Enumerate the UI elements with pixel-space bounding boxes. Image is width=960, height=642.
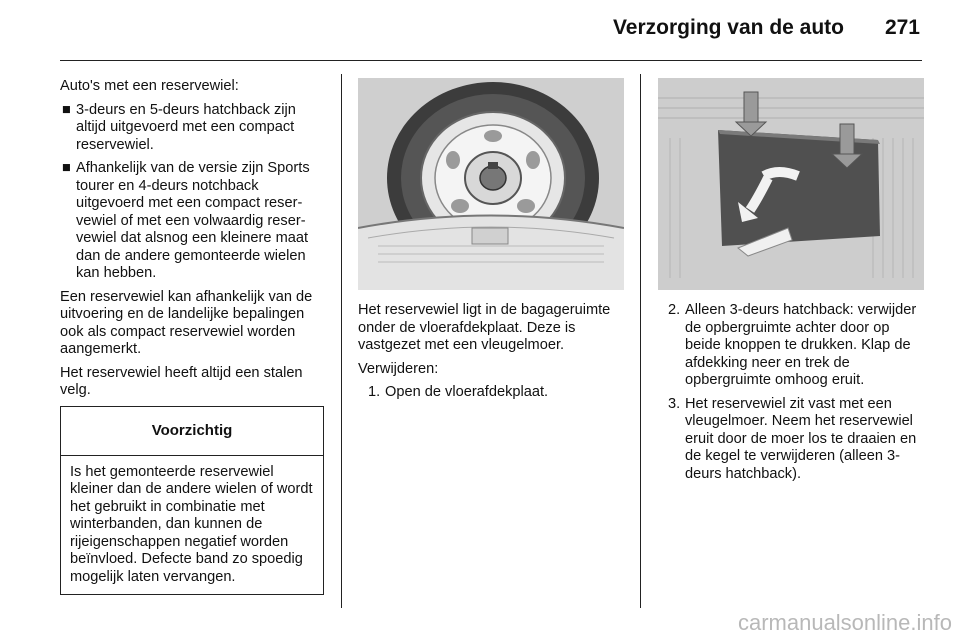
step-item (658, 302, 924, 390)
caution-title: Voorzichtig (61, 407, 323, 456)
column-2 (358, 78, 624, 408)
bullet-item (60, 102, 326, 155)
paragraph: Het reservewiel ligt in de bagageruimte onder de vloerafdekplaat. Deze is vastgezet met een vleugelmoer. (358, 302, 611, 353)
intro-text: Auto's met een reservewiel: (60, 78, 239, 94)
page-number: 271 (884, 16, 920, 39)
header-title: Verzorging van de auto (612, 16, 844, 39)
step-number: 3. (668, 395, 681, 412)
watermark: carmanualsonline.info (737, 610, 952, 635)
step-text: Alleen 3-deurs hatchback: verwijder de opbergruimte achter door op beide knoppen te drukken. Klap de afdekking neer en trek de opbergruimte omhoog eruit. (685, 302, 917, 388)
spare-wheel-illustration (358, 78, 624, 290)
step-list (358, 384, 624, 402)
header-rule (60, 60, 922, 61)
bullet-icon: ■ (62, 160, 71, 176)
bullet-icon: ■ (62, 101, 71, 118)
column-divider-2 (640, 74, 641, 608)
bullet-list (60, 102, 326, 283)
bullet-text: 3-deurs en 5-deurs hatchback zijn altijd uitgevoerd met een compact reservewiel. (76, 101, 296, 153)
column-divider-1 (341, 74, 342, 608)
paragraph: Een reservewiel kan afhankelijk van de uitvoering en de landelijke bepalingen ook als compact reservewiel worden aangemerkt. (60, 288, 313, 357)
storage-compartment-illustration (658, 78, 924, 290)
step-number: 1. (368, 384, 381, 400)
step-item (358, 384, 624, 402)
step-item (658, 396, 924, 484)
paragraph: Het reservewiel heeft altijd een stalen velg. (60, 364, 303, 398)
column-3 (658, 78, 924, 489)
page-header (0, 0, 960, 62)
column-1 (60, 78, 326, 595)
step-text: Open de vloerafdekplaat. (385, 384, 549, 400)
caution-box (60, 406, 324, 596)
step-text: Het reservewiel zit vast met een vleugelmoer. Neem het reservewiel eruit door de moer los te draaien en de kegel te verwijderen (alleen 3-deurs hatchback). (685, 395, 917, 482)
step-number: 2. (668, 302, 681, 318)
paragraph: Verwijderen: (358, 360, 439, 377)
bullet-item (60, 160, 326, 283)
bullet-text: Afhankelijk van de versie zijn Sports tourer en 4-deurs notchback uitgevoerd met een compact reservewiel of met een volwaardig reservewiel dat alsnog een kleinere maat dan de andere gemonteerde wielen kan hebben. (76, 160, 310, 281)
caution-body: Is het gemonteerde reservewiel kleiner dan de andere wielen of wordt het gebruikt in combinatie met winterbanden, dan kunnen de rijeigenschappen negatief worden beïnvloed. Defecte band zo spoedig mogelijk laten vervangen. (70, 463, 313, 585)
step-list (658, 302, 924, 483)
